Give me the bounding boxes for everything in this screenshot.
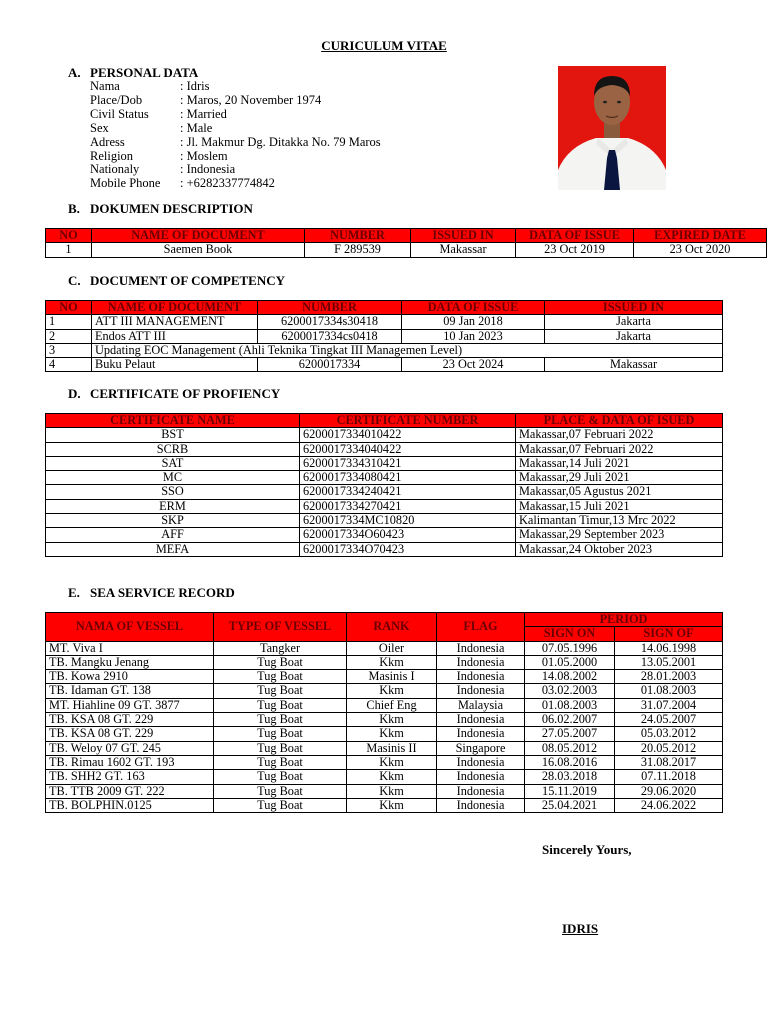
personal-data-row [90, 94, 381, 108]
personal-data-row [90, 150, 381, 164]
table-cell: SKP [46, 514, 300, 528]
table-cell: 05.03.2012 [615, 727, 723, 741]
column-header: DATA OF ISSUE [516, 229, 634, 243]
personal-data-list [90, 80, 381, 191]
section-certificate-proficiency [68, 386, 280, 402]
table-cell: 03.02.2003 [525, 684, 615, 698]
profile-photo [558, 66, 666, 190]
section-letter: A. [68, 65, 81, 80]
column-subheader: SIGN ON [525, 627, 615, 641]
table-cell: 23 Oct 2019 [516, 243, 634, 257]
table-cell: 09 Jan 2018 [402, 315, 545, 329]
column-header: ISSUED IN [411, 229, 516, 243]
table-cell: MT. Viva I [46, 641, 214, 655]
table-cell: 01.05.2000 [525, 655, 615, 669]
table-row [46, 784, 723, 798]
table-cell: 6200017334310421 [300, 456, 516, 470]
table-cell: Tangker [214, 641, 347, 655]
personal-value: : Moslem [180, 148, 228, 163]
table-row [46, 670, 723, 684]
personal-data-row [90, 163, 381, 177]
personal-data-row [90, 177, 381, 191]
table-cell: Kkm [347, 727, 437, 741]
table-cell: Tug Boat [214, 798, 347, 812]
table-cell: Kkm [347, 784, 437, 798]
table-cell: 24.05.2007 [615, 713, 723, 727]
table-cell: BST [46, 428, 300, 442]
table-row [46, 485, 723, 499]
table-header-row [46, 613, 723, 627]
table-cell: 2 [46, 329, 92, 343]
table-cell: Jakarta [545, 315, 723, 329]
table-row [46, 358, 723, 372]
table-cell: Indonesia [437, 670, 525, 684]
table-row [46, 428, 723, 442]
table-row [46, 741, 723, 755]
table-cell: Makassar,24 Oktober 2023 [516, 542, 723, 556]
table-row [46, 755, 723, 769]
table-cell: Makassar,29 September 2023 [516, 528, 723, 542]
table-cell: Tug Boat [214, 655, 347, 669]
personal-data-row [90, 122, 381, 136]
table-cell: ATT III MANAGEMENT [92, 315, 258, 329]
table-row [46, 528, 723, 542]
section-title: PERSONAL DATA [90, 65, 199, 80]
table-cell: TB. BOLPHIN.0125 [46, 798, 214, 812]
section-letter: B. [68, 201, 80, 216]
column-header: NAME OF DOCUMENT [92, 301, 258, 315]
certificate-proficiency-table [45, 413, 723, 557]
table-row [46, 315, 723, 329]
table-cell: SAT [46, 456, 300, 470]
table-row [46, 514, 723, 528]
section-title: DOKUMEN DESCRIPTION [90, 201, 253, 216]
table-cell: Indonesia [437, 655, 525, 669]
table-cell: Kkm [347, 655, 437, 669]
table-cell: 31.08.2017 [615, 755, 723, 769]
section-title: CERTIFICATE OF PROFIENCY [90, 386, 281, 401]
table-cell: Masinis I [347, 670, 437, 684]
table-cell: TB. Idaman GT. 138 [46, 684, 214, 698]
table-row [46, 499, 723, 513]
table-cell: Singapore [437, 741, 525, 755]
table-row [46, 456, 723, 470]
section-title: SEA SERVICE RECORD [90, 585, 235, 600]
table-cell: 31.07.2004 [615, 698, 723, 712]
table-cell: TB. Kowa 2910 [46, 670, 214, 684]
table-cell: Endos ATT III [92, 329, 258, 343]
personal-label: Sex [90, 120, 109, 135]
table-row [46, 343, 723, 357]
table-cell: Makassar [411, 243, 516, 257]
table-cell: Kkm [347, 684, 437, 698]
table-cell: MEFA [46, 542, 300, 556]
personal-data-row [90, 136, 381, 150]
table-cell: 1 [46, 243, 92, 257]
table-cell: 6200017334010422 [300, 428, 516, 442]
table-cell: 20.05.2012 [615, 741, 723, 755]
table-cell: TB. KSA 08 GT. 229 [46, 713, 214, 727]
table-cell: TB. Rimau 1602 GT. 193 [46, 755, 214, 769]
table-cell: 27.05.2007 [525, 727, 615, 741]
table-cell: Makassar,14 Juli 2021 [516, 456, 723, 470]
table-cell: Tug Boat [214, 670, 347, 684]
table-cell: Tug Boat [214, 741, 347, 755]
section-sea-service [68, 585, 235, 601]
table-cell: Updating EOC Management (Ahli Teknika Tingkat III Managemen Level) [92, 343, 723, 357]
table-cell: Tug Boat [214, 770, 347, 784]
table-row [46, 329, 723, 343]
table-cell: 6200017334cs0418 [258, 329, 402, 343]
table-cell: Makassar,05 Agustus 2021 [516, 485, 723, 499]
column-header: NO [46, 229, 92, 243]
table-cell: Makassar,07 Februari 2022 [516, 442, 723, 456]
table-cell: Tug Boat [214, 698, 347, 712]
table-cell: Buku Pelaut [92, 358, 258, 372]
table-row [46, 243, 767, 257]
table-row [46, 770, 723, 784]
column-header: NAME OF DOCUMENT [92, 229, 305, 243]
table-cell: 07.05.1996 [525, 641, 615, 655]
table-cell: Tug Boat [214, 727, 347, 741]
table-cell: 28.01.2003 [615, 670, 723, 684]
table-cell: TB. TTB 2009 GT. 222 [46, 784, 214, 798]
table-cell: MC [46, 471, 300, 485]
table-cell: Indonesia [437, 641, 525, 655]
personal-label: Nama [90, 79, 120, 93]
table-cell: 29.06.2020 [615, 784, 723, 798]
document-title: CURICULUM VITAE [321, 38, 447, 53]
column-subheader: SIGN OF [615, 627, 723, 641]
closing-text: Sincerely Yours, [542, 842, 632, 857]
column-header: NUMBER [305, 229, 411, 243]
table-cell: Makassar,29 Juli 2021 [516, 471, 723, 485]
section-personal-data [68, 65, 198, 81]
table-cell: 6200017334040422 [300, 442, 516, 456]
table-cell: TB. KSA 08 GT. 229 [46, 727, 214, 741]
table-cell: ERM [46, 499, 300, 513]
table-cell: Saemen Book [92, 243, 305, 257]
table-cell: Oiler [347, 641, 437, 655]
column-header: EXPIRED DATE [634, 229, 767, 243]
table-cell: 1 [46, 315, 92, 329]
table-cell: Indonesia [437, 798, 525, 812]
personal-label: Adress [90, 134, 125, 149]
table-cell: 25.04.2021 [525, 798, 615, 812]
personal-value: : Married [180, 106, 227, 121]
table-cell: Indonesia [437, 755, 525, 769]
personal-label: Religion [90, 148, 134, 163]
personal-value: : Jl. Makmur Dg. Ditakka No. 79 Maros [180, 134, 381, 149]
table-cell: 13.05.2001 [615, 655, 723, 669]
personal-value: : +6282337774842 [180, 176, 275, 191]
section-document-competency [68, 273, 285, 289]
table-cell: 6200017334 [258, 358, 402, 372]
table-cell: Indonesia [437, 727, 525, 741]
table-cell: 23 Oct 2024 [402, 358, 545, 372]
table-cell: Kkm [347, 798, 437, 812]
table-cell: 16.08.2016 [525, 755, 615, 769]
personal-value: : Idris [180, 79, 210, 93]
table-header-row [46, 414, 723, 428]
column-header: NAMA OF VESSEL [46, 613, 214, 642]
column-header: NUMBER [258, 301, 402, 315]
table-cell: Makassar,07 Februari 2022 [516, 428, 723, 442]
personal-value: : Maros, 20 November 1974 [180, 92, 322, 107]
column-header: CERTIFICATE NUMBER [300, 414, 516, 428]
table-cell: AFF [46, 528, 300, 542]
column-header: ISSUED IN [545, 301, 723, 315]
column-header: DATA OF ISSUE [402, 301, 545, 315]
document-competency-table [45, 300, 723, 372]
table-cell: 6200017334080421 [300, 471, 516, 485]
table-cell: 10 Jan 2023 [402, 329, 545, 343]
personal-label: Nationaly [90, 162, 140, 177]
table-row [46, 798, 723, 812]
table-cell: Indonesia [437, 684, 525, 698]
table-cell: 6200017334MC10820 [300, 514, 516, 528]
section-letter: D. [68, 386, 81, 401]
section-letter: E. [68, 585, 80, 600]
table-header-row [46, 229, 767, 243]
table-row [46, 471, 723, 485]
table-cell: 24.06.2022 [615, 798, 723, 812]
table-cell: Indonesia [437, 770, 525, 784]
table-row [46, 542, 723, 556]
table-cell: 4 [46, 358, 92, 372]
period-header: PERIOD [525, 613, 723, 627]
table-cell: 6200017334O70423 [300, 542, 516, 556]
table-cell: MT. Hiahline 09 GT. 3877 [46, 698, 214, 712]
section-title: DOCUMENT OF COMPETENCY [90, 273, 285, 288]
table-cell: 6200017334270421 [300, 499, 516, 513]
personal-label: Place/Dob [90, 92, 143, 107]
table-row [46, 684, 723, 698]
section-letter: C. [68, 273, 81, 288]
table-cell: TB. Mangku Jenang [46, 655, 214, 669]
table-cell: 28.03.2018 [525, 770, 615, 784]
table-cell: 6200017334O60423 [300, 528, 516, 542]
personal-data-row [90, 80, 381, 94]
column-header: RANK [347, 613, 437, 642]
table-cell: 23 Oct 2020 [634, 243, 767, 257]
personal-value: : Indonesia [180, 162, 236, 177]
section-document-description [68, 201, 253, 217]
document-description-table [45, 228, 767, 258]
table-cell: 14.06.1998 [615, 641, 723, 655]
table-cell: Chief Eng [347, 698, 437, 712]
table-cell: TB. Weloy 07 GT. 245 [46, 741, 214, 755]
table-cell: F 289539 [305, 243, 411, 257]
table-cell: 01.08.2003 [525, 698, 615, 712]
table-cell: 06.02.2007 [525, 713, 615, 727]
column-header: PLACE & DATA OF ISUED [516, 414, 723, 428]
table-cell: Masinis II [347, 741, 437, 755]
table-cell: Tug Boat [214, 684, 347, 698]
table-row [46, 442, 723, 456]
personal-label: Mobile Phone [90, 176, 161, 191]
table-row [46, 655, 723, 669]
table-cell: Tug Boat [214, 755, 347, 769]
table-cell: TB. SHH2 GT. 163 [46, 770, 214, 784]
column-header: FLAG [437, 613, 525, 642]
table-cell: 14.08.2002 [525, 670, 615, 684]
personal-data-row [90, 108, 381, 122]
table-cell: Makassar [545, 358, 723, 372]
table-row [46, 698, 723, 712]
table-cell: Jakarta [545, 329, 723, 343]
table-cell: 08.05.2012 [525, 741, 615, 755]
table-cell: Kkm [347, 770, 437, 784]
personal-value: : Male [180, 120, 213, 135]
column-header: NO [46, 301, 92, 315]
sea-service-table [45, 612, 723, 813]
table-row [46, 727, 723, 741]
table-cell: Kkm [347, 755, 437, 769]
table-header-row [46, 301, 723, 315]
table-cell: 6200017334s30418 [258, 315, 402, 329]
table-cell: SCRB [46, 442, 300, 456]
table-cell: 07.11.2018 [615, 770, 723, 784]
table-cell: Kkm [347, 713, 437, 727]
column-header: TYPE OF VESSEL [214, 613, 347, 642]
table-cell: 01.08.2003 [615, 684, 723, 698]
table-row [46, 641, 723, 655]
personal-label: Civil Status [90, 106, 149, 121]
table-cell: Makassar,15 Juli 2021 [516, 499, 723, 513]
table-cell: Tug Boat [214, 784, 347, 798]
table-cell: Indonesia [437, 713, 525, 727]
table-cell: Tug Boat [214, 713, 347, 727]
table-cell: Indonesia [437, 784, 525, 798]
table-cell: SSO [46, 485, 300, 499]
column-header: CERTIFICATE NAME [46, 414, 300, 428]
signature-name: IDRIS [562, 921, 599, 936]
table-cell: Kalimantan Timur,13 Mrc 2022 [516, 514, 723, 528]
table-cell: 3 [46, 343, 92, 357]
table-cell: 15.11.2019 [525, 784, 615, 798]
table-cell: Malaysia [437, 698, 525, 712]
table-row [46, 713, 723, 727]
table-cell: 6200017334240421 [300, 485, 516, 499]
